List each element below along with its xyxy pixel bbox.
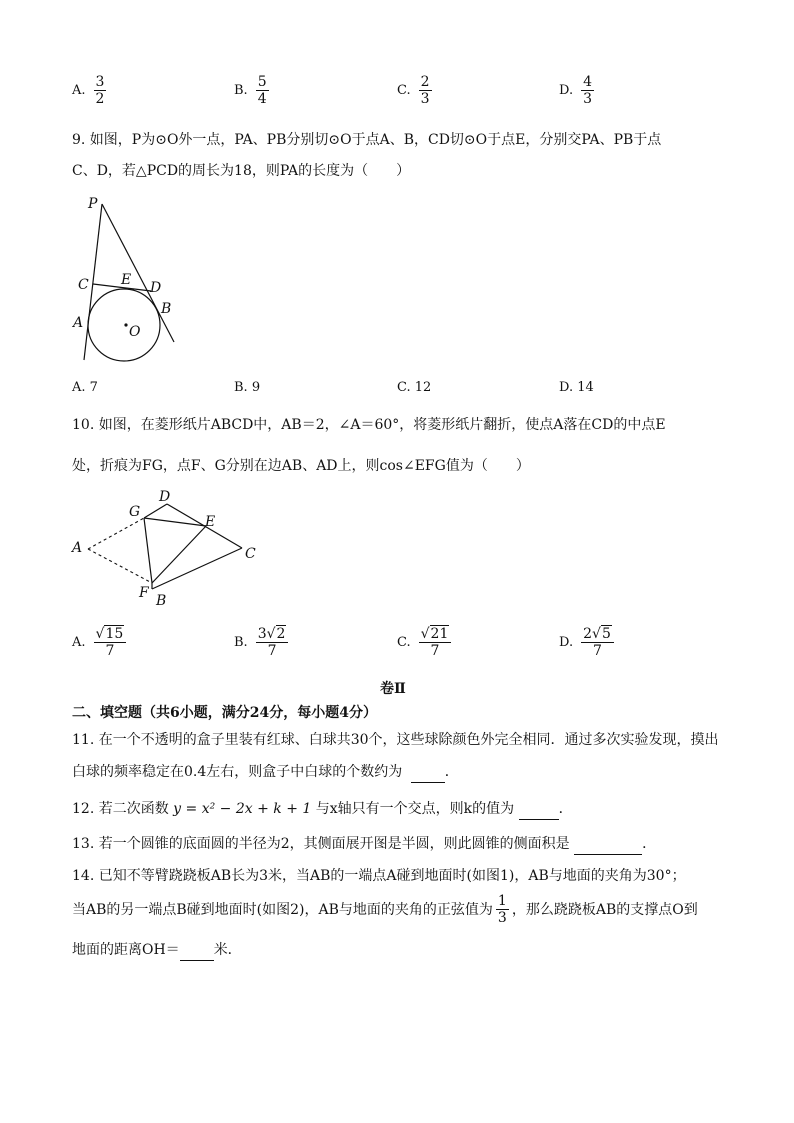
q8-option-a bbox=[72, 74, 106, 107]
q8-option-c-fraction: $\frac{2}{3}$ bbox=[420, 74, 430, 107]
q10-option-a-fraction: $\frac{√15}{7}$ bbox=[94, 626, 127, 659]
q8-option-d-fraction: $\frac{4}{3}$ bbox=[583, 74, 593, 107]
q10-option-a: A. $\frac{√15}{7}$ bbox=[72, 626, 126, 659]
q9-center-dot bbox=[124, 323, 127, 326]
q10-label-a: A bbox=[72, 540, 83, 556]
q8-option-c bbox=[397, 74, 432, 107]
q8-option-c-label: C. bbox=[397, 83, 411, 98]
q10-option-d: D. $\frac{2√5}{7}$ bbox=[559, 626, 614, 659]
q9-option-b: B. 9 bbox=[234, 380, 261, 395]
q11-answer-blank bbox=[411, 762, 445, 783]
q9-label-a: A bbox=[73, 315, 84, 331]
q10-label-c: C bbox=[245, 546, 256, 562]
q9-option-c: C. 12 bbox=[397, 380, 432, 395]
q8-option-d bbox=[559, 74, 594, 107]
q10-label-d: D bbox=[159, 489, 171, 505]
q10-option-c: C. $\frac{√21}{7}$ bbox=[397, 626, 451, 659]
q11-stem-line1: 11. 在一个不透明的盒子里装有红球、白球共30个，这些球除颜色外完全相同．通过多次实验发现，摸出 bbox=[72, 732, 719, 748]
q8-option-b-fraction: $\frac{5}{4}$ bbox=[257, 74, 267, 107]
q10-option-b: B. $\frac{3√2}{7}$ bbox=[234, 626, 288, 659]
q9-tangent-pb bbox=[102, 204, 174, 342]
q13-stem: 13. 若一个圆锥的底面圆的半径为2，其侧面展开图是半圆，则此圆锥的侧面积是 ． bbox=[72, 834, 656, 855]
q8-option-a-fraction: $\frac{3}{2}$ bbox=[95, 74, 105, 107]
q10-edge-gd bbox=[144, 504, 167, 518]
q9-option-d: D. 14 bbox=[559, 380, 594, 395]
q12-formula: y = x² − 2x + k + 1 bbox=[173, 801, 312, 817]
q9-label-c: C bbox=[78, 277, 89, 293]
q8-option-a-label: A. bbox=[72, 83, 86, 98]
q10-figure bbox=[66, 485, 266, 610]
q10-stem-line2: 处，折痕为FG，点F、G分别在边AB、AD上，则cos∠EFG值为（ ） bbox=[72, 458, 530, 474]
q12-answer-blank bbox=[519, 799, 559, 820]
q9-label-d: D bbox=[150, 280, 162, 296]
q8-option-b-label: B. bbox=[234, 83, 248, 98]
q10-label-f: F bbox=[139, 585, 149, 601]
q8-option-b bbox=[234, 74, 269, 107]
volume-title: 卷Ⅱ bbox=[380, 681, 406, 697]
q10-label-b: B bbox=[156, 593, 167, 609]
q10-option-d-fraction: $\frac{2√5}{7}$ bbox=[581, 626, 614, 659]
section-title: 二、填空题（共6小题，满分24分，每小题4分） bbox=[72, 705, 377, 721]
q9-label-e: E bbox=[121, 272, 132, 288]
q9-label-b: B bbox=[161, 301, 172, 317]
q10-label-e: E bbox=[205, 514, 216, 530]
q10-fold-ag bbox=[88, 518, 144, 549]
q10-label-g: G bbox=[129, 504, 141, 520]
q14-answer-blank bbox=[180, 940, 214, 961]
q14-fraction-one-third: $\frac{1}{3}$ bbox=[497, 893, 507, 926]
q12-stem: 12. 若二次函数 y = x² − 2x + k + 1 与x轴只有一个交点，则k的值为 ． bbox=[72, 799, 573, 820]
q13-answer-blank bbox=[574, 834, 642, 855]
q10-segment-fe bbox=[152, 526, 206, 583]
q9-stem-line1: 9. 如图，P为⊙O外一点，PA、PB分别切⊙O于点A、B，CD切⊙O于点E，分别交PA、PB于点 bbox=[72, 132, 662, 148]
q9-label-o: O bbox=[129, 324, 141, 340]
q9-stem-line2: C、D，若△PCD的周长为18，则PA的长度为（ ） bbox=[72, 163, 411, 179]
q10-crease-gf bbox=[144, 518, 152, 583]
q10-option-c-fraction: $\frac{√21}{7}$ bbox=[419, 626, 452, 659]
q14-stem-line2: 当AB的另一端点B碰到地面时(如图2)，AB与地面的夹角的正弦值为 $\frac{1}{3}$ ，那么跷跷板AB的支撑点O到 bbox=[72, 893, 698, 926]
q9-option-a: A. 7 bbox=[72, 380, 98, 395]
q9-circle-o bbox=[88, 289, 160, 361]
q11-stem-line2: 白球的频率稳定在0.4左右，则盒子中白球的个数约为 ． bbox=[72, 762, 459, 783]
q10-fold-af bbox=[88, 549, 152, 583]
q14-stem-line3: 地面的距离OH＝ 米． bbox=[72, 940, 242, 961]
q9-label-p: P bbox=[88, 196, 98, 212]
q14-stem-line1: 14. 已知不等臂跷跷板AB长为3米，当AB的一端点A碰到地面时(如图1)，AB与地面的夹角为30°； bbox=[72, 868, 686, 884]
q8-option-d-label: D. bbox=[559, 83, 574, 98]
q10-option-b-fraction: $\frac{3√2}{7}$ bbox=[256, 626, 289, 659]
q9-figure bbox=[66, 192, 186, 372]
q10-stem-line1: 10. 如图，在菱形纸片ABCD中，AB＝2，∠A＝60°，将菱形纸片翻折，使点A落在CD的中点E bbox=[72, 417, 666, 433]
